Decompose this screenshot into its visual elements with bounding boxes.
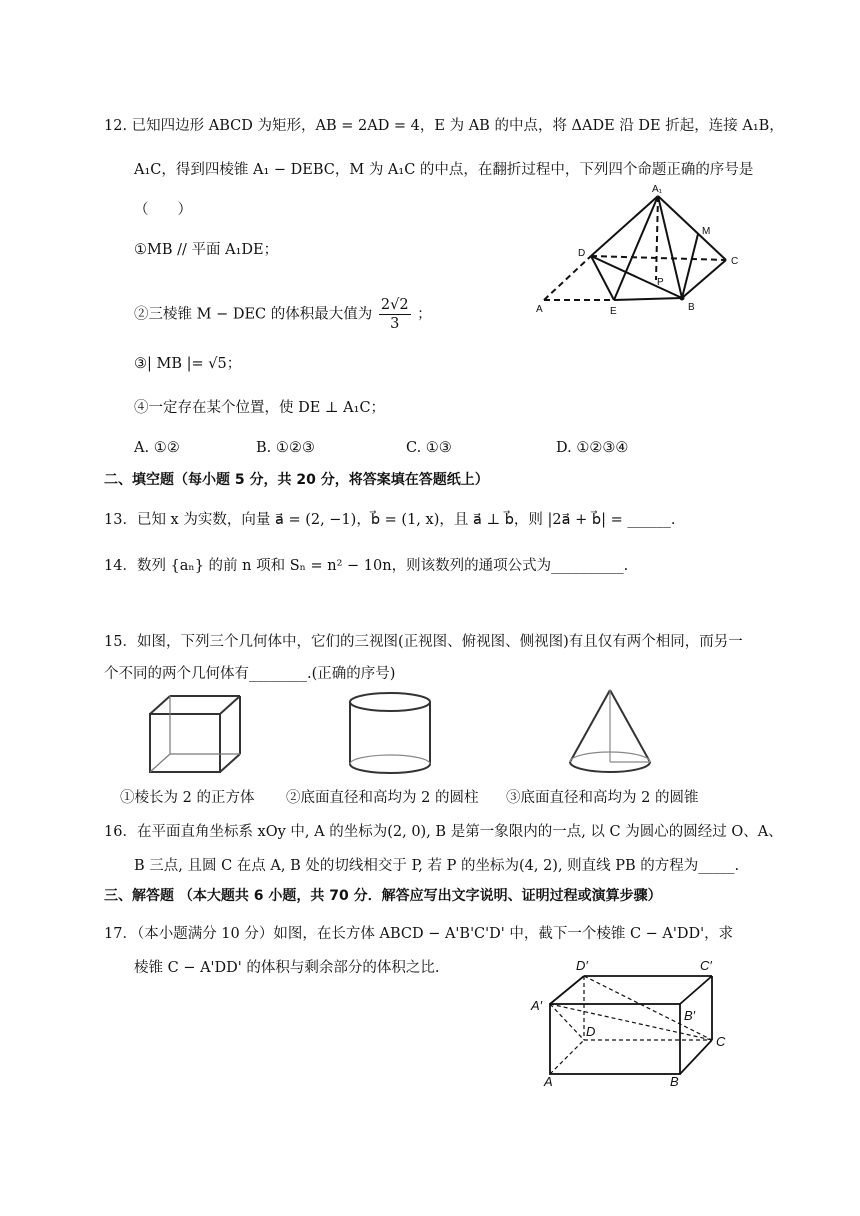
edge-d-e (591, 256, 614, 300)
cube-figure (146, 692, 246, 776)
label-a1: A₁ (652, 184, 663, 195)
label-d-prime: D′ (576, 958, 588, 973)
label-e: E (610, 306, 617, 317)
label-a-prime: A′ (531, 998, 543, 1013)
segment-b-m (682, 234, 698, 298)
cone-base-front (570, 762, 650, 772)
label-d: D (586, 1024, 596, 1039)
q12-prop2-text: ②三棱锥 M − DEC 的体积最大值为 (134, 306, 373, 323)
cube-edge (220, 754, 240, 772)
q17-line2: 棱锥 C − A'DD' 的体积与剩余部分的体积之比. (134, 960, 440, 976)
cylinder-top (350, 693, 430, 711)
edge-e-b (614, 298, 682, 300)
q12-proposition-3: ③| MB |= √5； (134, 356, 242, 372)
section-3-heading: 三、解答题 （本大题共 6 小题，共 70 分．解答应写出文字说明、证明过程或演算步骤） (104, 888, 662, 904)
label-c: C (731, 256, 739, 267)
cone-side (610, 690, 650, 762)
q12-option-a: A. ①② (134, 440, 180, 456)
q14-text: 14．数列 {aₙ} 的前 n 项和 Sₙ = n² − 10n，则该数列的通项公式为__________. (104, 558, 629, 574)
cylinder-figure (346, 690, 436, 778)
point-b (680, 296, 685, 301)
q17-box-figure (528, 958, 728, 1088)
q15-line2: 个不同的两个几何体有________.(正确的序号) (104, 666, 396, 682)
label-b: B (688, 302, 695, 313)
cylinder-bottom-back (350, 755, 430, 764)
dashed-height-a1p (656, 196, 658, 280)
edge-b1-c1 (680, 976, 712, 1004)
q15-line1: 15．如图，下列三个几何体中，它们的三视图(正视图、俯视图、侧视图)有且仅有两个相同，而另一 (104, 634, 743, 650)
q12-proposition-4: ④一定存在某个位置，使 DE ⊥ A₁C； (134, 400, 386, 416)
cone-side (570, 690, 610, 762)
q12-proposition-1: ①MB // 平面 A₁DE； (134, 242, 279, 258)
q12-prop2-fraction (379, 296, 411, 333)
label-a: A (536, 304, 543, 315)
q12-option-d: D. ①②③④ (556, 440, 629, 456)
hidden-edge-a1-d (550, 1004, 584, 1040)
label-b: B (670, 1074, 679, 1089)
q12-proposition-2 (134, 296, 432, 333)
edge-a1-c (658, 196, 726, 260)
q16-line2: B 三点, 且圆 C 在点 A, B 处的切线相交于 P, 若 P 的坐标为(4, 2), 则直线 PB 的方程为_____. (134, 858, 740, 874)
cone-figure (566, 686, 656, 782)
cylinder-bottom-front (350, 764, 430, 773)
edge-d-b (591, 256, 682, 298)
q12-prop2-numerator: 2√2 (380, 297, 409, 313)
dashed-a-d (544, 256, 591, 300)
hidden-edge-a-d (550, 1040, 584, 1074)
section-2-heading: 二、填空题（每小题 5 分，共 20 分，将答案填在答题纸上） (104, 472, 489, 488)
q17-line1: 17．（本小题满分 10 分）如图，在长方体 ABCD − A'B'C'D' 中，截下一个棱锥 C − A'DD'，求 (104, 926, 734, 942)
edge-b-c (680, 1040, 712, 1074)
q12-pyramid-figure (526, 184, 756, 328)
label-c-prime: C′ (700, 958, 712, 973)
label-p: P (657, 277, 664, 288)
q12-prop2-end: ； (417, 306, 432, 323)
q12-option-b: B. ①②③ (256, 440, 315, 456)
q12-answer-paren: （ ） (134, 202, 192, 218)
label-m: M (702, 226, 711, 237)
edge-a1-d (591, 196, 658, 256)
cube-edge (220, 696, 240, 714)
label-d: D (578, 248, 586, 259)
q12-line1: 12. 已知四边形 ABCD 为矩形，AB = 2AD = 4，E 为 AB 的中点，将 ΔADE 沿 DE 折起，连接 A₁B， (104, 118, 784, 134)
caption-cone: ③底面直径和高均为 2 的圆锥 (506, 790, 699, 806)
label-b-prime: B′ (684, 1008, 696, 1023)
label-a: A (544, 1074, 553, 1089)
cube-hidden-edge (150, 754, 170, 772)
dashed-d-c (591, 256, 726, 260)
q16-line1: 16．在平面直角坐标系 xOy 中, A 的坐标为(2, 0), B 是第一象限内的一点, 以 C 为圆心的圆经过 O、A、 (104, 824, 783, 840)
label-c: C (716, 1034, 726, 1049)
caption-cylinder: ②底面直径和高均为 2 的圆柱 (286, 790, 479, 806)
q12-option-c: C. ①③ (406, 440, 452, 456)
q12-line2: A₁C，得到四棱锥 A₁ − DEBC，M 为 A₁C 的中点，在翻折过程中，下列四个命题正确的序号是 (134, 162, 754, 178)
edge-a1-d1 (550, 976, 584, 1004)
edge-b-c (682, 260, 726, 298)
q13-text: 13．已知 x 为实数，向量 a⃗ = (2, −1)，b⃗ = (1, x)，且 a⃗ ⊥ b⃗，则 |2a⃗ + b⃗| = ______. (104, 512, 676, 528)
caption-cube: ①棱长为 2 的正方体 (120, 790, 255, 806)
cube-edge (150, 696, 170, 714)
q12-prop2-denominator: 3 (390, 316, 400, 332)
